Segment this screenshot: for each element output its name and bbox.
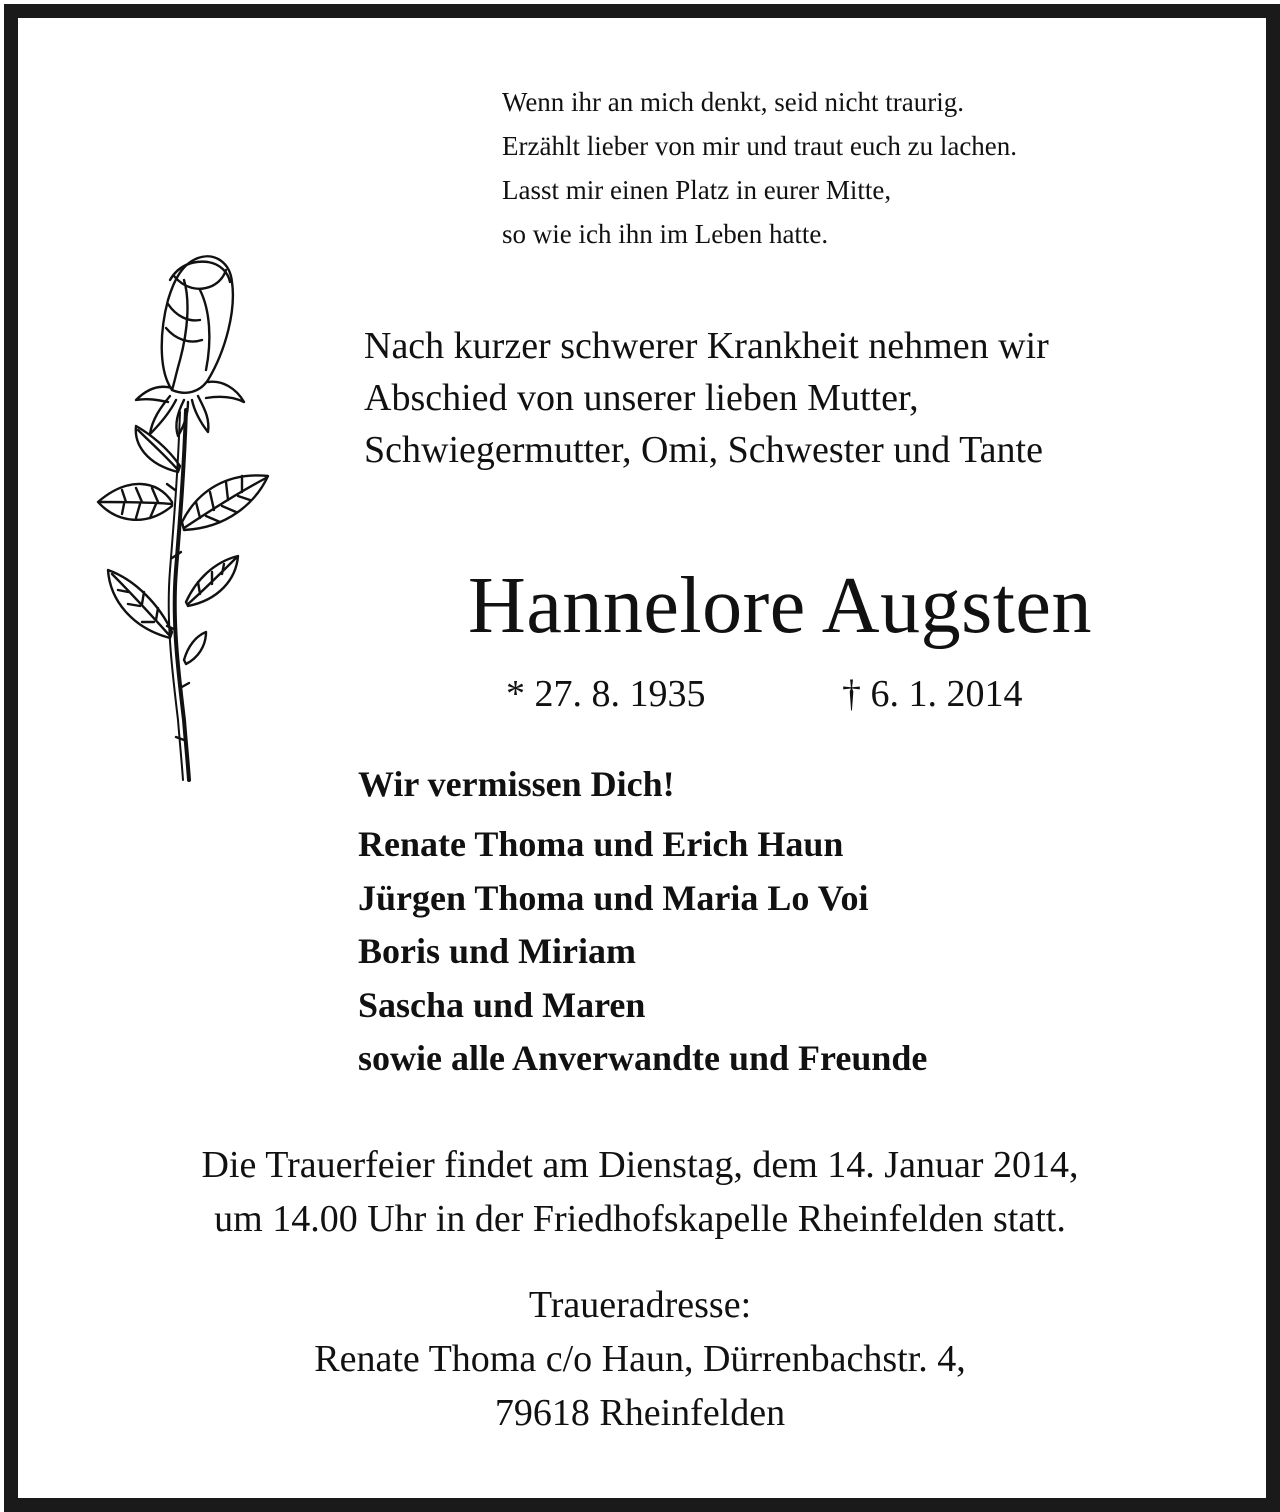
deceased-name: Hannelore Augsten — [468, 562, 1092, 650]
poem-line: Wenn ihr an mich denkt, seid nicht traurig. — [502, 87, 964, 117]
mourner-line: Sascha und Maren — [358, 984, 646, 1025]
intro-line: Schwiegermutter, Omi, Schwester und Tante — [364, 429, 1043, 471]
address-label: Traueradresse: — [528, 1284, 752, 1326]
address-line-2: 79618 Rheinfelden — [494, 1392, 786, 1434]
intro-line: Abschied von unserer lieben Mutter, — [364, 377, 919, 419]
service-line: um 14.00 Uhr in der Friedhofskapelle Rheinfelden statt. — [214, 1198, 1066, 1240]
mourning-address — [40, 1278, 1240, 1440]
service-info — [40, 1138, 1240, 1246]
address-line-1: Renate Thoma c/o Haun, Dürrenbachstr. 4, — [314, 1338, 966, 1380]
poem-line: Lasst mir einen Platz in eurer Mitte, — [502, 175, 892, 205]
mourner-line: sowie alle Anverwandte und Freunde — [358, 1038, 928, 1078]
mourners-list — [358, 818, 927, 1086]
signoff: Wir vermissen Dich! — [358, 764, 675, 804]
poem-line: so wie ich ihn im Leben hatte. — [502, 219, 829, 249]
intro-line: Nach kurzer schwerer Krankheit nehmen wir — [364, 325, 1049, 367]
poem-line: Erzählt lieber von mir und traut euch zu lachen. — [502, 131, 1018, 161]
rose-icon — [88, 240, 278, 790]
mourner-line: Renate Thoma und Erich Haun — [358, 824, 844, 864]
intro-text — [364, 320, 1049, 476]
mourner-line: Boris und Miriam — [358, 931, 637, 971]
poem — [502, 80, 1017, 256]
service-line: Die Trauerfeier findet am Dienstag, dem 14. Januar 2014, — [201, 1144, 1079, 1186]
mourner-line: Jürgen Thoma und Maria Lo Voi — [358, 877, 869, 918]
death-date: † 6. 1. 2014 — [842, 673, 1023, 715]
birth-date: * 27. 8. 1935 — [506, 673, 706, 715]
